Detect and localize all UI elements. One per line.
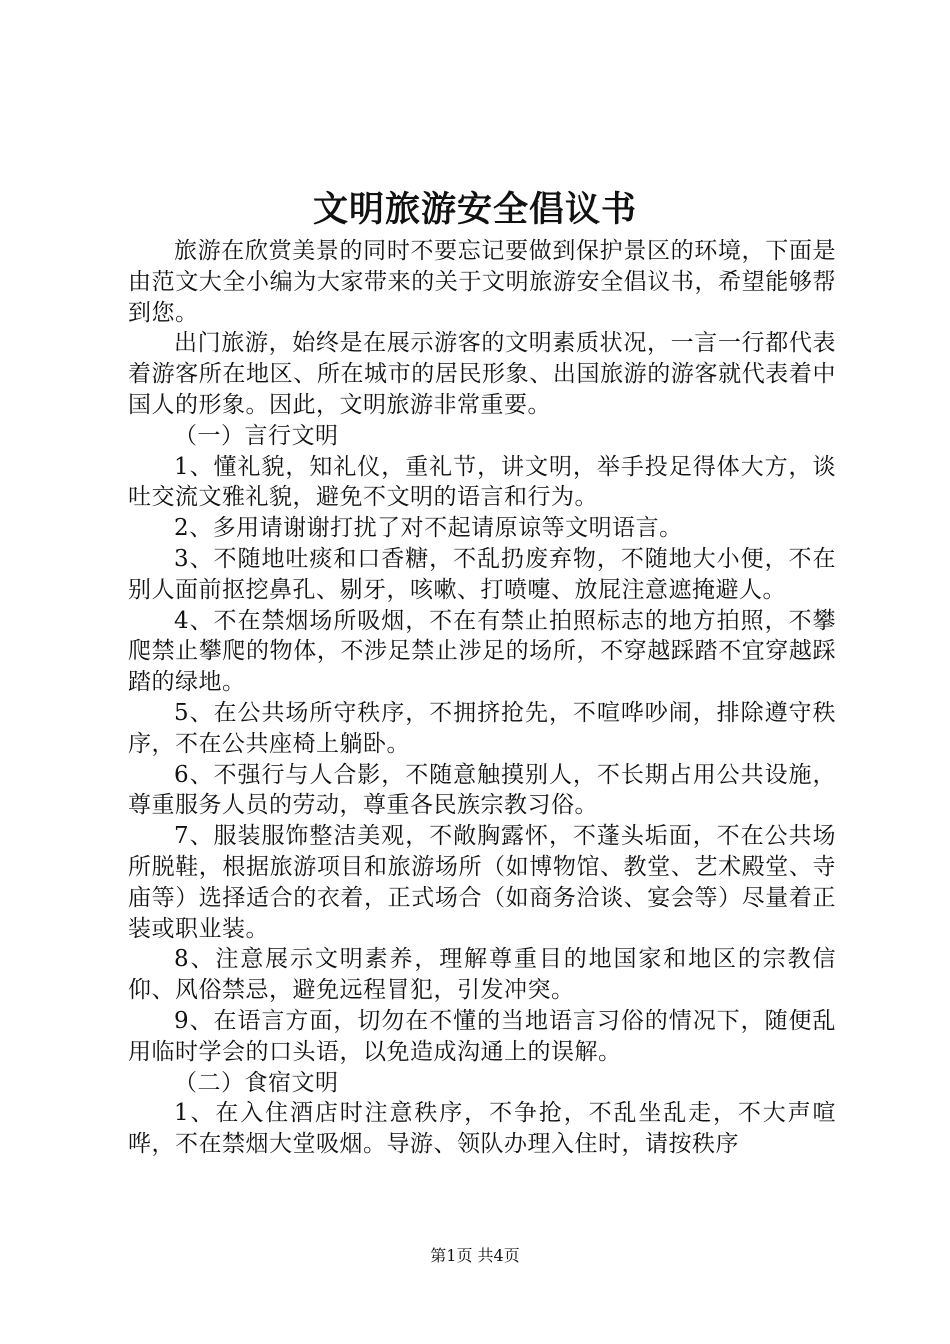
section-heading-speech-conduct: （一）言行文明 bbox=[174, 422, 339, 449]
page-number-footer: 第1页 共4页 bbox=[430, 1246, 520, 1265]
list-item: 4、不在禁烟场所吸烟，不在有禁止拍照标志的地方拍照，不攀爬禁止攀爬的物体，不涉足禁止涉足的场所，不穿越踩踏不宜穿越踩踏的绿地。 bbox=[128, 607, 836, 696]
list-item: 5、在公共场所守秩序，不拥挤抢先，不喧哗吵闹，排除遵守秩序，不在公共座椅上躺卧。 bbox=[128, 699, 836, 757]
list-item: 3、不随地吐痰和口香糖，不乱扔废弃物，不随地大小便，不在别人面前抠挖鼻孔、剔牙，咳嗽、打喷嚏、放屁注意遮掩避人。 bbox=[128, 545, 836, 603]
section-heading-food-lodging: （二）食宿文明 bbox=[174, 1069, 339, 1096]
list-item: 1、懂礼貌，知礼仪，重礼节，讲文明，举手投足得体大方，谈吐交流文雅礼貌，避免不文明的语言和行为。 bbox=[128, 453, 836, 511]
document-title: 文明旅游安全倡议书 bbox=[312, 189, 637, 230]
list-item: 6、不强行与人合影，不随意触摸别人，不长期占用公共设施，尊重服务人员的劳动，尊重各民族宗教习俗。 bbox=[128, 761, 836, 819]
list-item: 8、注意展示文明素养，理解尊重目的地国家和地区的宗教信仰、风俗禁忌，避免远程冒犯，引发冲突。 bbox=[128, 946, 836, 1004]
document-body bbox=[128, 236, 836, 1160]
overview-paragraph: 出门旅游，始终是在展示游客的文明素质状况，一言一行都代表着游客所在地区、所在城市的居民形象、出国旅游的游客就代表着中国人的形象。因此，文明旅游非常重要。 bbox=[128, 330, 836, 418]
list-item: 7、服装服饰整洁美观，不敞胸露怀，不蓬头垢面，不在公共场所脱鞋，根据旅游项目和旅游场所（如博物馆、教堂、艺术殿堂、寺庙等）选择适合的衣着，正式场合（如商务洽谈、宴会等）尽量着正装或职业装。 bbox=[128, 823, 836, 942]
list-item: 9、在语言方面，切勿在不懂的当地语言习俗的情况下，随便乱用临时学会的口头语，以免造成沟通上的误解。 bbox=[128, 1007, 836, 1065]
list-item: 1、在入住酒店时注意秩序，不争抢，不乱坐乱走，不大声喧哗，不在禁烟大堂吸烟。导游、领队办理入住时，请按秩序 bbox=[128, 1100, 836, 1158]
list-item: 2、多用请谢谢打扰了对不起请原谅等文明语言。 bbox=[174, 515, 683, 542]
intro-paragraph: 旅游在欣赏美景的同时不要忘记要做到保护景区的环境，下面是由范文大全小编为大家带来的关于文明旅游安全倡议书，希望能够帮到您。 bbox=[128, 238, 836, 326]
